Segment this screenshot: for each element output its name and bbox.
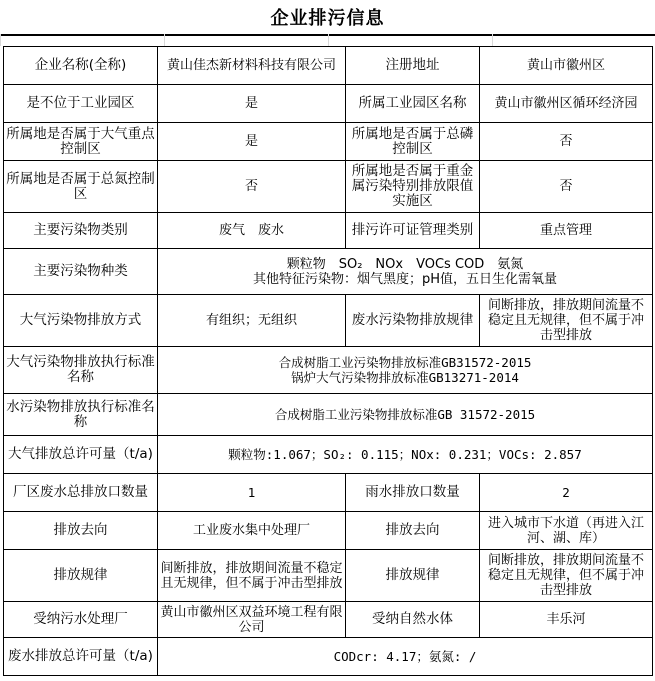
industrial-park-value: 是	[158, 85, 346, 123]
pollutant-category-label: 主要污染物类别	[4, 213, 158, 249]
nitrogen-zone-label: 所属地是否属于总氮控制区	[4, 161, 158, 213]
air-permit-total-label: 大气排放总许可量（t/a)	[4, 436, 158, 474]
air-key-zone-label: 所属地是否属于大气重点控制区	[4, 123, 158, 161]
permit-category-value: 重点管理	[480, 213, 653, 249]
discharge-pattern-label: 排放规律	[4, 550, 158, 602]
park-name-label: 所属工业园区名称	[346, 85, 480, 123]
rain-pattern-label: 排放规律	[346, 550, 480, 602]
air-discharge-mode-label: 大气污染物排放方式	[4, 295, 158, 347]
table-row	[4, 47, 653, 85]
discharge-direction-value: 工业废水集中处理厂	[158, 512, 346, 550]
phosphorus-zone-value: 否	[480, 123, 653, 161]
air-key-zone-value: 是	[158, 123, 346, 161]
air-standard-line-1: 合成树脂工业污染物排放标准GB31572-2015	[278, 355, 532, 370]
receiving-plant-label: 受纳污水处理厂	[4, 602, 158, 638]
rain-direction-label: 排放去向	[346, 512, 480, 550]
table-row	[4, 474, 653, 512]
table-row	[4, 249, 653, 295]
pollutant-types-line-1: 颗粒物 SO₂ NOx VOCs COD 氨氮	[286, 256, 524, 272]
discharge-pattern-value: 间断排放，排放期间流量不稳定且无规律，但不属于冲击型排放	[158, 550, 346, 602]
table-row	[4, 436, 653, 474]
nitrogen-zone-value: 否	[158, 161, 346, 213]
industrial-park-label: 是不位于工业园区	[4, 85, 158, 123]
water-standard-value: 合成树脂工业污染物排放标准GB 31572-2015	[158, 394, 653, 436]
heavy-metal-zone-value: 否	[480, 161, 653, 213]
wastewater-outlets-value: 1	[158, 474, 346, 512]
pollutant-types-label: 主要污染物种类	[4, 249, 158, 295]
air-discharge-mode-value: 有组织；无组织	[158, 295, 346, 347]
wastewater-pattern-label: 废水污染物排放规律	[346, 295, 480, 347]
air-permit-total-value: 颗粒物:1.067；SO₂: 0.115；NOx: 0.231；VOCs: 2.857	[158, 436, 653, 474]
wastewater-outlets-label: 厂区废水总排放口数量	[4, 474, 158, 512]
discharge-info-table	[3, 46, 653, 676]
rainwater-outlets-value: 2	[480, 474, 653, 512]
receiving-water-label: 受纳自然水体	[346, 602, 480, 638]
air-standard-line-2: 锅炉大气污染物排放标准GB13271-2014	[291, 370, 519, 385]
table-row	[4, 602, 653, 638]
company-name-value: 黄山佳杰新材料科技有限公司	[158, 47, 346, 85]
water-standard-label: 水污染物排放执行标准名称	[4, 394, 158, 436]
receiving-water-value: 丰乐河	[480, 602, 653, 638]
wastewater-pattern-value: 间断排放，排放期间流量不稳定且无规律，但不属于冲击型排放	[480, 295, 653, 347]
table-row	[4, 213, 653, 249]
table-row	[4, 512, 653, 550]
air-standard-value	[158, 347, 653, 394]
rain-pattern-value: 间断排放，排放期间流量不稳定且无规律，但不属于冲击型排放	[480, 550, 653, 602]
page-title: 企业排污信息	[0, 0, 655, 36]
table-row	[4, 638, 653, 676]
pollutant-category-value: 废气 废水	[158, 213, 346, 249]
registered-address-value: 黄山市徽州区	[480, 47, 653, 85]
park-name-value: 黄山市徽州区循环经济园	[480, 85, 653, 123]
air-standard-label: 大气污染物排放执行标准名称	[4, 347, 158, 394]
table-row	[4, 161, 653, 213]
phosphorus-zone-label: 所属地是否属于总磷控制区	[346, 123, 480, 161]
table-row	[4, 295, 653, 347]
heavy-metal-zone-label: 所属地是否属于重金属污染特别排放限值实施区	[346, 161, 480, 213]
receiving-plant-value: 黄山市徽州区双益环境工程有限公司	[158, 602, 346, 638]
rain-direction-value: 进入城市下水道（再进入江河、湖、库）	[480, 512, 653, 550]
table-row	[4, 394, 653, 436]
table-row	[4, 347, 653, 394]
pollutant-types-value	[158, 249, 653, 295]
discharge-direction-label: 排放去向	[4, 512, 158, 550]
wastewater-permit-total-label: 废水排放总许可量（t/a)	[4, 638, 158, 676]
table-row	[4, 85, 653, 123]
rainwater-outlets-label: 雨水排放口数量	[346, 474, 480, 512]
table-row	[4, 550, 653, 602]
permit-category-label: 排污许可证管理类别	[346, 213, 480, 249]
table-row	[4, 123, 653, 161]
company-name-label: 企业名称(全称)	[4, 47, 158, 85]
pollutant-types-line-2: 其他特征污染物：烟气黑度；pH值，五日生化需氧量	[252, 271, 558, 287]
spreadsheet-gridlines	[0, 34, 655, 46]
wastewater-permit-total-value: CODcr: 4.17；氨氮: /	[158, 638, 653, 676]
registered-address-label: 注册地址	[346, 47, 480, 85]
